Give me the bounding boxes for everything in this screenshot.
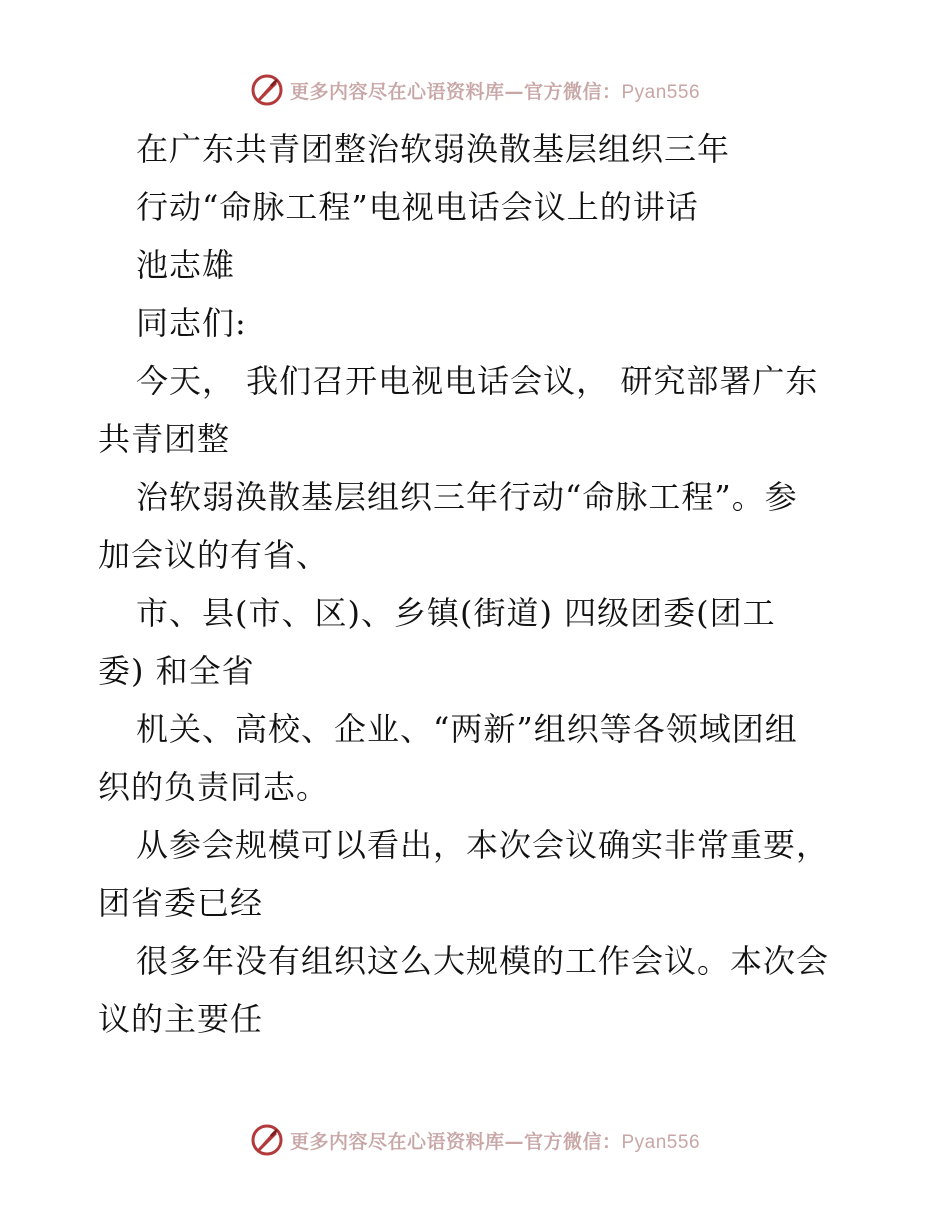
title-line-2: 行动“命脉工程”电视电话会议上的讲话 — [136, 188, 699, 226]
paragraph-line: 机关、高校、企业、“两新”组织等各领域团组 — [136, 710, 798, 748]
paragraph-line: 织的负责同志。 — [98, 768, 330, 806]
red-quill-seal-icon — [250, 73, 284, 107]
paragraph-line: 今天， 我们召开电视电话会议， 研究部署广东 — [136, 362, 819, 400]
title-line-1: 在广东共青团整治软弱涣散基层组织三年 — [136, 130, 731, 168]
header-watermark — [0, 70, 950, 110]
paragraph-line: 很多年没有组织这么大规模的工作会议。本次会 — [136, 942, 830, 980]
paragraph-line: 治软弱涣散基层组织三年行动“命脉工程”。参 — [136, 478, 798, 516]
author-name: 池志雄 — [136, 246, 236, 284]
wechat-id: Pyan556 — [621, 81, 701, 103]
paragraph-line: 从参会规模可以看出，本次会议确实非常重要， — [136, 826, 830, 864]
paragraph-line: 市、县(市、区)、乡镇(街道) 四级团委(团工 — [136, 594, 776, 632]
watermark-text: 更多内容尽在心语资料库—官方微信：Pyan556 — [289, 1130, 701, 1153]
paragraph-line: 共青团整 — [98, 420, 231, 458]
salutation: 同志们: — [136, 304, 247, 342]
red-quill-seal-icon — [250, 1123, 284, 1157]
watermark-text: 更多内容尽在心语资料库—官方微信：Pyan556 — [289, 80, 701, 103]
footer-watermark — [0, 1120, 950, 1160]
document-body — [98, 120, 858, 1048]
paragraph-line: 委) 和全省 — [98, 652, 255, 690]
paragraph-line: 团省委已经 — [98, 884, 264, 922]
paragraph-line: 议的主要任 — [98, 1000, 264, 1038]
paragraph-line: 加会议的有省、 — [98, 536, 330, 574]
wechat-id: Pyan556 — [621, 1131, 701, 1153]
